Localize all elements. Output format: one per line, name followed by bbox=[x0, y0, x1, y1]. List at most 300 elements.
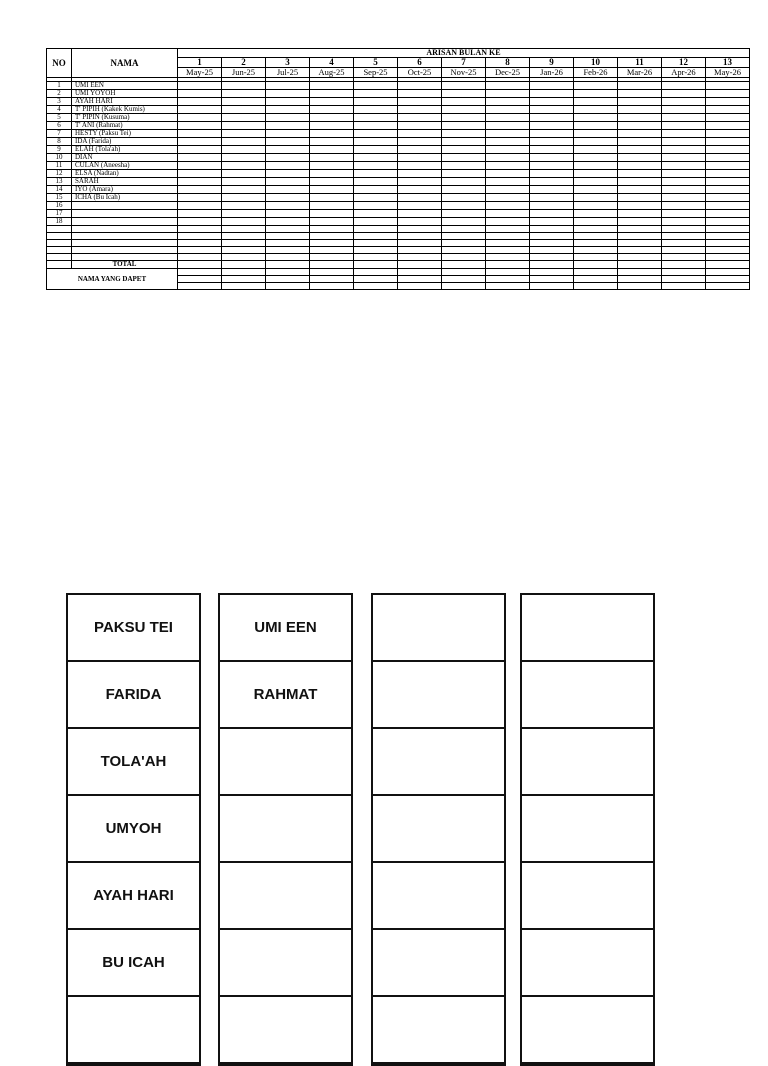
payment-cell bbox=[442, 154, 486, 162]
member-row bbox=[47, 186, 750, 194]
payment-cell bbox=[178, 218, 222, 226]
payment-cell bbox=[354, 233, 398, 240]
member-name: CULAN (Aneesha) bbox=[72, 162, 178, 170]
payment-cell bbox=[486, 106, 530, 114]
payment-cell bbox=[354, 146, 398, 154]
member-no: 2 bbox=[47, 90, 72, 98]
payment-cell bbox=[178, 194, 222, 202]
name-card: UMI EEN bbox=[220, 595, 351, 662]
payment-cell bbox=[222, 194, 266, 202]
payment-cell bbox=[618, 178, 662, 186]
member-no: 9 bbox=[47, 146, 72, 154]
payment-cell bbox=[398, 240, 442, 247]
payment-cell bbox=[222, 146, 266, 154]
period-number: 6 bbox=[398, 58, 442, 68]
period-number: 8 bbox=[486, 58, 530, 68]
period-number: 7 bbox=[442, 58, 486, 68]
member-name: UMI EEN bbox=[72, 82, 178, 90]
member-name: SARAH bbox=[72, 178, 178, 186]
member-row bbox=[47, 106, 750, 114]
dapet-cell bbox=[574, 269, 618, 276]
payment-cell bbox=[222, 202, 266, 210]
payment-cell bbox=[662, 130, 706, 138]
period-month: Apr-26 bbox=[662, 68, 706, 78]
payment-cell bbox=[266, 240, 310, 247]
member-row bbox=[47, 233, 750, 240]
member-no: 17 bbox=[47, 210, 72, 218]
payment-cell bbox=[398, 98, 442, 106]
total-no-cell bbox=[47, 261, 72, 269]
payment-cell bbox=[574, 210, 618, 218]
member-row bbox=[47, 210, 750, 218]
payment-cell bbox=[574, 218, 618, 226]
payment-cell bbox=[442, 138, 486, 146]
payment-cell bbox=[266, 170, 310, 178]
payment-cell bbox=[398, 114, 442, 122]
member-no: 10 bbox=[47, 154, 72, 162]
payment-cell bbox=[442, 194, 486, 202]
payment-cell bbox=[310, 82, 354, 90]
member-name: IDA (Farida) bbox=[72, 138, 178, 146]
payment-cell bbox=[266, 247, 310, 254]
payment-cell bbox=[530, 226, 574, 233]
payment-cell bbox=[178, 186, 222, 194]
payment-cell bbox=[618, 130, 662, 138]
payment-cell bbox=[222, 218, 266, 226]
payment-cell bbox=[442, 122, 486, 130]
dapet-cell bbox=[486, 269, 530, 276]
total-cell bbox=[310, 261, 354, 269]
payment-cell bbox=[486, 233, 530, 240]
payment-cell bbox=[574, 90, 618, 98]
period-number: 1 bbox=[178, 58, 222, 68]
payment-cell bbox=[530, 122, 574, 130]
payment-cell bbox=[354, 82, 398, 90]
period-number: 5 bbox=[354, 58, 398, 68]
payment-cell bbox=[706, 146, 750, 154]
member-row bbox=[47, 226, 750, 233]
total-cell bbox=[530, 261, 574, 269]
card-column bbox=[66, 593, 201, 1066]
dapet-cell bbox=[310, 276, 354, 283]
member-no: 6 bbox=[47, 122, 72, 130]
payment-cell bbox=[618, 162, 662, 170]
dapet-cell bbox=[222, 269, 266, 276]
payment-cell bbox=[618, 122, 662, 130]
payment-cell bbox=[442, 130, 486, 138]
payment-cell bbox=[442, 233, 486, 240]
payment-cell bbox=[178, 138, 222, 146]
payment-cell bbox=[618, 170, 662, 178]
payment-cell bbox=[222, 106, 266, 114]
payment-cell bbox=[442, 210, 486, 218]
payment-cell bbox=[442, 98, 486, 106]
payment-cell bbox=[222, 138, 266, 146]
member-row bbox=[47, 154, 750, 162]
total-cell bbox=[486, 261, 530, 269]
name-cards-area bbox=[66, 593, 658, 1033]
payment-cell bbox=[354, 106, 398, 114]
member-name: T' PIPIH (Kakek Kumis) bbox=[72, 106, 178, 114]
payment-cell bbox=[486, 247, 530, 254]
payment-cell bbox=[486, 254, 530, 261]
payment-cell bbox=[618, 226, 662, 233]
period-month: Dec-25 bbox=[486, 68, 530, 78]
payment-cell bbox=[398, 186, 442, 194]
dapet-cell bbox=[442, 283, 486, 290]
payment-cell bbox=[618, 186, 662, 194]
payment-cell bbox=[574, 170, 618, 178]
payment-cell bbox=[266, 210, 310, 218]
payment-cell bbox=[530, 247, 574, 254]
payment-cell bbox=[178, 106, 222, 114]
name-card bbox=[373, 997, 504, 1064]
card-column bbox=[218, 593, 353, 1066]
member-no: 15 bbox=[47, 194, 72, 202]
member-no: 16 bbox=[47, 202, 72, 210]
payment-cell bbox=[222, 162, 266, 170]
payment-cell bbox=[486, 226, 530, 233]
header-row-title bbox=[47, 49, 750, 58]
payment-cell bbox=[398, 146, 442, 154]
period-number: 12 bbox=[662, 58, 706, 68]
payment-cell bbox=[222, 233, 266, 240]
payment-cell bbox=[706, 186, 750, 194]
payment-cell bbox=[178, 130, 222, 138]
name-card bbox=[373, 662, 504, 729]
payment-cell bbox=[706, 90, 750, 98]
payment-cell bbox=[398, 178, 442, 186]
payment-cell bbox=[486, 170, 530, 178]
payment-cell bbox=[706, 254, 750, 261]
payment-cell bbox=[618, 254, 662, 261]
payment-cell bbox=[442, 170, 486, 178]
payment-cell bbox=[310, 154, 354, 162]
payment-cell bbox=[266, 130, 310, 138]
name-card bbox=[373, 796, 504, 863]
payment-cell bbox=[398, 138, 442, 146]
payment-cell bbox=[618, 154, 662, 162]
member-row bbox=[47, 202, 750, 210]
payment-cell bbox=[178, 233, 222, 240]
name-card: TOLA'AH bbox=[68, 729, 199, 796]
total-cell bbox=[706, 261, 750, 269]
payment-cell bbox=[574, 194, 618, 202]
name-card bbox=[373, 863, 504, 930]
payment-cell bbox=[574, 106, 618, 114]
payment-cell bbox=[178, 82, 222, 90]
payment-cell bbox=[486, 130, 530, 138]
period-month: Jul-25 bbox=[266, 68, 310, 78]
member-row bbox=[47, 240, 750, 247]
payment-cell bbox=[310, 210, 354, 218]
name-card bbox=[220, 796, 351, 863]
period-number: 13 bbox=[706, 58, 750, 68]
member-no: 1 bbox=[47, 82, 72, 90]
payment-cell bbox=[354, 240, 398, 247]
payment-cell bbox=[706, 226, 750, 233]
header-arisan-title: ARISAN BULAN KE bbox=[178, 49, 750, 58]
payment-cell bbox=[662, 146, 706, 154]
payment-cell bbox=[354, 162, 398, 170]
payment-cell bbox=[178, 240, 222, 247]
payment-cell bbox=[530, 138, 574, 146]
name-card: AYAH HARI bbox=[68, 863, 199, 930]
payment-cell bbox=[222, 178, 266, 186]
period-month: Nov-25 bbox=[442, 68, 486, 78]
payment-cell bbox=[706, 178, 750, 186]
payment-cell bbox=[486, 210, 530, 218]
dapet-label: NAMA YANG DAPET bbox=[47, 269, 178, 290]
dapet-cell bbox=[618, 283, 662, 290]
payment-cell bbox=[486, 146, 530, 154]
payment-cell bbox=[618, 194, 662, 202]
payment-cell bbox=[398, 233, 442, 240]
member-name: T' PIPIN (Kusuma) bbox=[72, 114, 178, 122]
payment-cell bbox=[706, 114, 750, 122]
name-card bbox=[522, 729, 653, 796]
payment-cell bbox=[222, 247, 266, 254]
payment-cell bbox=[530, 218, 574, 226]
member-no: 18 bbox=[47, 218, 72, 226]
period-month: May-26 bbox=[706, 68, 750, 78]
total-cell bbox=[266, 261, 310, 269]
card-column bbox=[520, 593, 655, 1066]
payment-cell bbox=[354, 154, 398, 162]
payment-cell bbox=[442, 106, 486, 114]
payment-cell bbox=[486, 138, 530, 146]
payment-cell bbox=[398, 202, 442, 210]
member-name bbox=[72, 254, 178, 261]
payment-cell bbox=[398, 122, 442, 130]
name-card bbox=[220, 930, 351, 997]
payment-cell bbox=[530, 146, 574, 154]
dapet-cell bbox=[178, 269, 222, 276]
payment-cell bbox=[442, 114, 486, 122]
payment-cell bbox=[662, 98, 706, 106]
payment-cell bbox=[354, 170, 398, 178]
member-row bbox=[47, 194, 750, 202]
member-name bbox=[72, 202, 178, 210]
name-card bbox=[220, 997, 351, 1064]
payment-cell bbox=[618, 98, 662, 106]
dapet-cell bbox=[618, 269, 662, 276]
member-row bbox=[47, 162, 750, 170]
payment-cell bbox=[178, 178, 222, 186]
payment-cell bbox=[706, 82, 750, 90]
payment-cell bbox=[310, 106, 354, 114]
payment-cell bbox=[178, 154, 222, 162]
payment-cell bbox=[706, 210, 750, 218]
name-card: BU ICAH bbox=[68, 930, 199, 997]
payment-cell bbox=[442, 186, 486, 194]
member-no: 8 bbox=[47, 138, 72, 146]
member-row bbox=[47, 178, 750, 186]
payment-cell bbox=[706, 138, 750, 146]
dapet-cell bbox=[310, 283, 354, 290]
dapet-cell bbox=[706, 269, 750, 276]
payment-cell bbox=[398, 170, 442, 178]
payment-cell bbox=[398, 90, 442, 98]
payment-cell bbox=[266, 186, 310, 194]
dapet-cell bbox=[354, 269, 398, 276]
payment-cell bbox=[310, 170, 354, 178]
payment-cell bbox=[662, 114, 706, 122]
payment-cell bbox=[310, 146, 354, 154]
payment-cell bbox=[706, 247, 750, 254]
payment-cell bbox=[486, 202, 530, 210]
payment-cell bbox=[574, 82, 618, 90]
payment-cell bbox=[266, 90, 310, 98]
payment-cell bbox=[662, 233, 706, 240]
payment-cell bbox=[530, 194, 574, 202]
payment-cell bbox=[354, 186, 398, 194]
payment-cell bbox=[354, 178, 398, 186]
payment-cell bbox=[486, 154, 530, 162]
payment-cell bbox=[354, 226, 398, 233]
dapet-cell bbox=[398, 283, 442, 290]
payment-cell bbox=[486, 186, 530, 194]
member-name bbox=[72, 233, 178, 240]
payment-cell bbox=[530, 186, 574, 194]
payment-cell bbox=[574, 138, 618, 146]
payment-cell bbox=[574, 202, 618, 210]
payment-cell bbox=[662, 90, 706, 98]
name-card bbox=[373, 930, 504, 997]
payment-cell bbox=[662, 186, 706, 194]
period-month: Feb-26 bbox=[574, 68, 618, 78]
payment-cell bbox=[266, 106, 310, 114]
payment-cell bbox=[266, 226, 310, 233]
member-name: ELAH (Tola'ah) bbox=[72, 146, 178, 154]
payment-cell bbox=[310, 233, 354, 240]
payment-cell bbox=[574, 233, 618, 240]
member-name bbox=[72, 210, 178, 218]
payment-cell bbox=[618, 146, 662, 154]
payment-cell bbox=[442, 82, 486, 90]
payment-cell bbox=[662, 170, 706, 178]
payment-cell bbox=[398, 254, 442, 261]
payment-cell bbox=[266, 202, 310, 210]
payment-cell bbox=[398, 82, 442, 90]
period-month: Aug-25 bbox=[310, 68, 354, 78]
period-month: Jan-26 bbox=[530, 68, 574, 78]
payment-cell bbox=[574, 240, 618, 247]
payment-cell bbox=[222, 98, 266, 106]
member-row bbox=[47, 247, 750, 254]
payment-cell bbox=[662, 194, 706, 202]
payment-cell bbox=[354, 130, 398, 138]
payment-cell bbox=[662, 240, 706, 247]
member-name: ICHA (Bu Icah) bbox=[72, 194, 178, 202]
payment-cell bbox=[178, 202, 222, 210]
payment-cell bbox=[706, 162, 750, 170]
period-month: Jun-25 bbox=[222, 68, 266, 78]
payment-cell bbox=[706, 240, 750, 247]
member-no: 12 bbox=[47, 170, 72, 178]
member-name: HESTY (Paksu Tei) bbox=[72, 130, 178, 138]
payment-cell bbox=[530, 98, 574, 106]
payment-cell bbox=[442, 254, 486, 261]
dapet-cell bbox=[310, 269, 354, 276]
payment-cell bbox=[354, 218, 398, 226]
payment-cell bbox=[662, 210, 706, 218]
payment-cell bbox=[354, 114, 398, 122]
payment-cell bbox=[574, 154, 618, 162]
payment-cell bbox=[178, 90, 222, 98]
payment-cell bbox=[266, 194, 310, 202]
payment-cell bbox=[706, 130, 750, 138]
total-cell bbox=[398, 261, 442, 269]
payment-cell bbox=[222, 130, 266, 138]
member-row bbox=[47, 122, 750, 130]
period-number: 10 bbox=[574, 58, 618, 68]
payment-cell bbox=[266, 138, 310, 146]
payment-cell bbox=[662, 247, 706, 254]
payment-cell bbox=[530, 162, 574, 170]
period-number: 11 bbox=[618, 58, 662, 68]
payment-cell bbox=[310, 226, 354, 233]
member-no bbox=[47, 240, 72, 247]
name-card: RAHMAT bbox=[220, 662, 351, 729]
payment-cell bbox=[530, 82, 574, 90]
payment-cell bbox=[618, 114, 662, 122]
payment-cell bbox=[222, 82, 266, 90]
payment-cell bbox=[574, 146, 618, 154]
payment-cell bbox=[266, 146, 310, 154]
dapet-cell bbox=[442, 269, 486, 276]
dapet-cell bbox=[442, 276, 486, 283]
payment-cell bbox=[618, 202, 662, 210]
payment-cell bbox=[618, 240, 662, 247]
total-row bbox=[47, 261, 750, 269]
payment-cell bbox=[266, 254, 310, 261]
payment-cell bbox=[486, 98, 530, 106]
member-name: UMI YOYOH bbox=[72, 90, 178, 98]
payment-cell bbox=[442, 240, 486, 247]
dapet-cell bbox=[354, 276, 398, 283]
payment-cell bbox=[178, 114, 222, 122]
member-row bbox=[47, 90, 750, 98]
member-no: 11 bbox=[47, 162, 72, 170]
payment-cell bbox=[486, 178, 530, 186]
payment-cell bbox=[574, 98, 618, 106]
payment-cell bbox=[178, 247, 222, 254]
member-no: 4 bbox=[47, 106, 72, 114]
payment-cell bbox=[574, 226, 618, 233]
payment-cell bbox=[618, 106, 662, 114]
member-row bbox=[47, 218, 750, 226]
name-card bbox=[522, 662, 653, 729]
dapet-cell bbox=[222, 283, 266, 290]
arisan-table bbox=[46, 48, 750, 290]
payment-cell bbox=[486, 114, 530, 122]
payment-cell bbox=[530, 202, 574, 210]
dapet-cell bbox=[574, 276, 618, 283]
member-row bbox=[47, 170, 750, 178]
dapet-cell bbox=[706, 276, 750, 283]
total-cell bbox=[574, 261, 618, 269]
dapet-cell bbox=[662, 269, 706, 276]
member-no: 3 bbox=[47, 98, 72, 106]
payment-cell bbox=[662, 154, 706, 162]
name-card bbox=[522, 595, 653, 662]
payment-cell bbox=[354, 247, 398, 254]
payment-cell bbox=[398, 154, 442, 162]
card-column bbox=[371, 593, 506, 1066]
payment-cell bbox=[354, 254, 398, 261]
period-number: 9 bbox=[530, 58, 574, 68]
